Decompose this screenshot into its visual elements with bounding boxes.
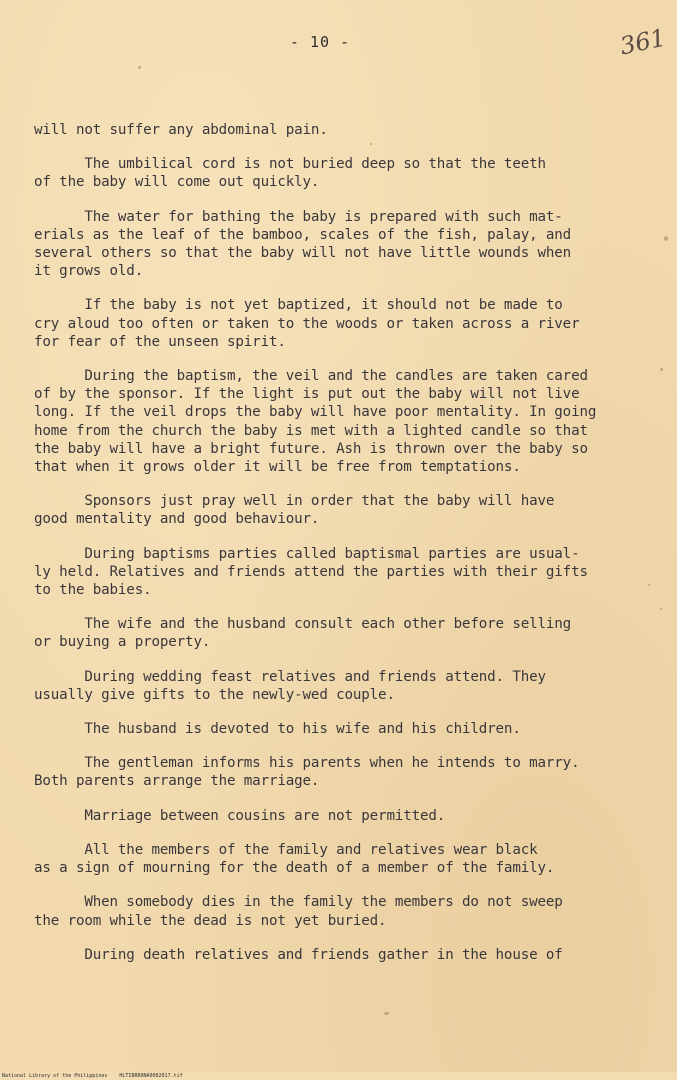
text-line: Sponsors just pray well in order that the baby will have [34,493,555,510]
text-line: or buying a property. [34,634,211,651]
text-line: During the baptism, the veil and the candles are taken cared [34,368,588,385]
text-line: When somebody dies in the family the members do not sweep [34,894,563,911]
text-line: During wedding feast relatives and friends attend. They [34,668,546,685]
text-line: cry aloud too often or taken to the woods or taken across a river [34,315,580,332]
paragraph-gap [34,351,646,367]
paragraph-gap [34,704,646,720]
paragraph-gap [34,825,646,841]
text-line: The gentleman informs his parents when he intends to marry. [34,755,580,772]
paragraph-gap [34,280,646,296]
paragraph-gap [34,930,646,946]
text-line: home from the church the baby is met with a lighted candle so that [34,422,588,439]
paragraph-gap [34,599,646,615]
text-line: During death relatives and friends gather in the house of [34,946,563,963]
text-line: the baby will have a bright future. Ash is thrown over the baby so [34,440,588,457]
text-line: The water for bathing the baby is prepared with such mat- [34,208,563,225]
paragraph-gap [34,738,646,754]
paragraph-gap [34,877,646,893]
text-line: long. If the veil drops the baby will have poor mentality. In going [34,404,597,421]
paper-speck [660,608,662,610]
text-line: The husband is devoted to his wife and his children. [34,721,521,738]
text-line: of the baby will come out quickly. [34,174,320,191]
handwritten-page-annotation: 361 [617,23,669,61]
paragraph-gap [34,652,646,668]
paper-speck [660,368,663,371]
paper-speck [384,1012,389,1015]
paragraph-gap [34,791,646,807]
text-line: that when it grows older it will be free from temptations. [34,459,521,476]
paper-speck [138,66,141,69]
text-line: to the babies. [34,582,152,599]
text-line: If the baby is not yet baptized, it should not be made to [34,297,563,314]
text-line: Marriage between cousins are not permitted. [34,807,446,824]
text-line: good mentality and good behaviour. [34,511,320,528]
text-line: The umbilical cord is not buried deep so that the teeth [34,156,546,173]
text-line: will not suffer any abdominal pain. [34,122,328,138]
text-line: During baptisms parties called baptismal parties are usual- [34,545,580,562]
paragraph-gap [34,139,646,155]
paragraph-gap [34,192,646,208]
text-line: The wife and the husband consult each other before selling [34,616,572,633]
paper-speck [648,584,650,586]
page-number: - 10 - [289,33,351,51]
text-line: the room while the dead is not yet buried. [34,912,387,929]
text-line: several others so that the baby will not have little wounds when [34,245,572,262]
paragraph-gap [34,476,646,492]
text-line: usually give gifts to the newly-wed couple. [34,686,395,703]
text-line: as a sign of mourning for the death of a member of the family. [34,860,555,877]
text-line: erials as the leaf of the bamboo, scales of the fish, palay, and [34,226,572,243]
text-line: All the members of the family and relatives wear black [34,841,538,858]
paper-speck [664,236,668,241]
scan-footer-caption: National Library of the Philippines HLTIBRR0NA0002017.tif [2,1073,183,1079]
text-line: Both parents arrange the marriage. [34,773,320,790]
paragraph-gap [34,529,646,545]
text-line: ly held. Relatives and friends attend the parties with their gifts [34,563,588,580]
text-line: it grows old. [34,263,144,280]
typed-body-text [34,121,646,964]
paper-speck [370,143,372,145]
text-line: for fear of the unseen spirit. [34,333,286,350]
text-line: of by the sponsor. If the light is put out the baby will not live [34,386,580,403]
